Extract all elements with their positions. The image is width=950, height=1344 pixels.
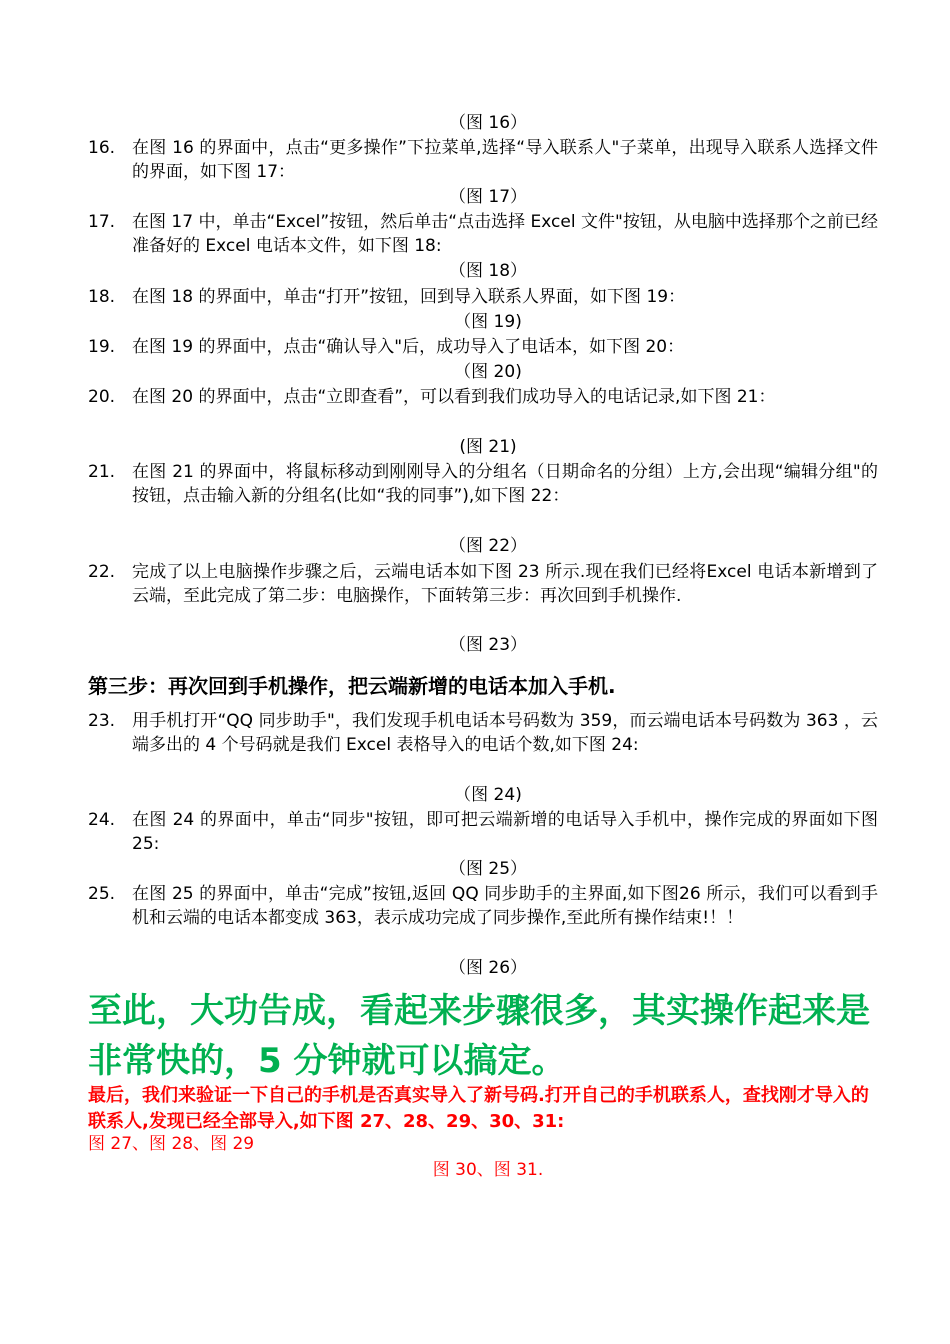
figure-caption: （图 19) [454,312,522,332]
list-item [88,210,878,258]
figure-caption: （图 17） [448,187,528,207]
list-item [88,560,878,608]
list-text: 在图 24 的界面中，单击“同步"按钮，即可把云端新增的电话导入手机中，操作完成的界面如下图 25: [132,810,878,854]
figure-caption: (图 21) [459,437,517,457]
list-text: 在图 21 的界面中，将鼠标移动到刚刚导入的分组名（日期命名的分组）上方,会出现“编辑分组"的按钮，点击输入新的分组名(比如“我的同事”),如下图 22： [132,462,878,506]
list-number: 18. [88,287,116,307]
list-number: 24. [88,810,116,830]
list-item [88,335,878,359]
list-item [88,709,878,757]
list-number: 21. [88,462,116,482]
list-text: 在图 20 的界面中，点击“立即查看”，可以看到我们成功导入的电话记录,如下图 21： [132,387,776,407]
list-item [88,285,878,309]
final-note: 最后，我们来验证一下自己的手机是否真实导入了新号码.打开自己的手机联系人，查找刚才导入的联系人,发现已经全部导入,如下图 27、28、29、30、31: [88,1085,869,1132]
list-item [88,385,878,409]
figure-caption: （图 18） [448,261,528,281]
figure-caption: （图 22） [448,536,528,556]
list-number: 22. [88,562,116,582]
figure-caption: （图 16） [448,113,528,133]
list-number: 17. [88,212,116,232]
list-text: 完成了以上电脑操作步骤之后，云端电话本如下图 23 所示.现在我们已经将Excel 电话本新增到了云端，至此完成了第二步：电脑操作，下面转第三步：再次回到手机操作. [132,562,878,606]
conclusion-text: 至此，大功告成，看起来步骤很多，其实操作起来是非常快的，5 分钟就可以搞定。 [88,991,870,1081]
final-figure-list-centered: 图 30、图 31. [432,1160,544,1180]
list-number: 25. [88,884,116,904]
list-item [88,882,878,930]
list-text: 在图 25 的界面中，单击“完成”按钮,返回 QQ 同步助手的主界面,如下图26 所示，我们可以看到手机和云端的电话本都变成 363，表示成功完成了同步操作,至此所有操作结束!！！ [132,884,878,928]
figure-caption: （图 24) [454,785,522,805]
list-text: 在图 19 的界面中，点击“确认导入"后，成功导入了电话本，如下图 20： [132,337,685,357]
list-number: 19. [88,337,116,357]
figure-caption: （图 25） [448,859,528,879]
list-number: 20. [88,387,116,407]
list-number: 16. [88,138,116,158]
list-number: 23. [88,711,116,731]
list-text: 在图 18 的界面中，单击“打开”按钮，回到导入联系人界面，如下图 19： [132,287,686,307]
section-heading: 第三步：再次回到手机操作，把云端新增的电话本加入手机. [88,674,616,698]
list-item [88,136,878,184]
list-text: 用手机打开“QQ 同步助手"，我们发现手机电话本号码数为 359，而云端电话本号码数为 363 ，云端多出的 4 个号码就是我们 Excel 表格导入的电话个数,如下图 24: [132,711,878,755]
list-text: 在图 16 的界面中，点击“更多操作”下拉菜单,选择“导入联系人"子菜单，出现导入联系人选择文件的界面，如下图 17： [132,138,878,182]
list-item [88,460,878,508]
figure-caption: （图 20) [454,362,522,382]
figure-caption: （图 23） [448,635,528,655]
final-figure-list: 图 27、图 28、图 29 [88,1134,255,1154]
list-item [88,808,878,856]
figure-caption: （图 26） [448,958,528,978]
list-text: 在图 17 中，单击“Excel”按钮，然后单击“点击选择 Excel 文件"按钮，从电脑中选择那个之前已经准备好的 Excel 电话本文件，如下图 18: [132,212,878,256]
